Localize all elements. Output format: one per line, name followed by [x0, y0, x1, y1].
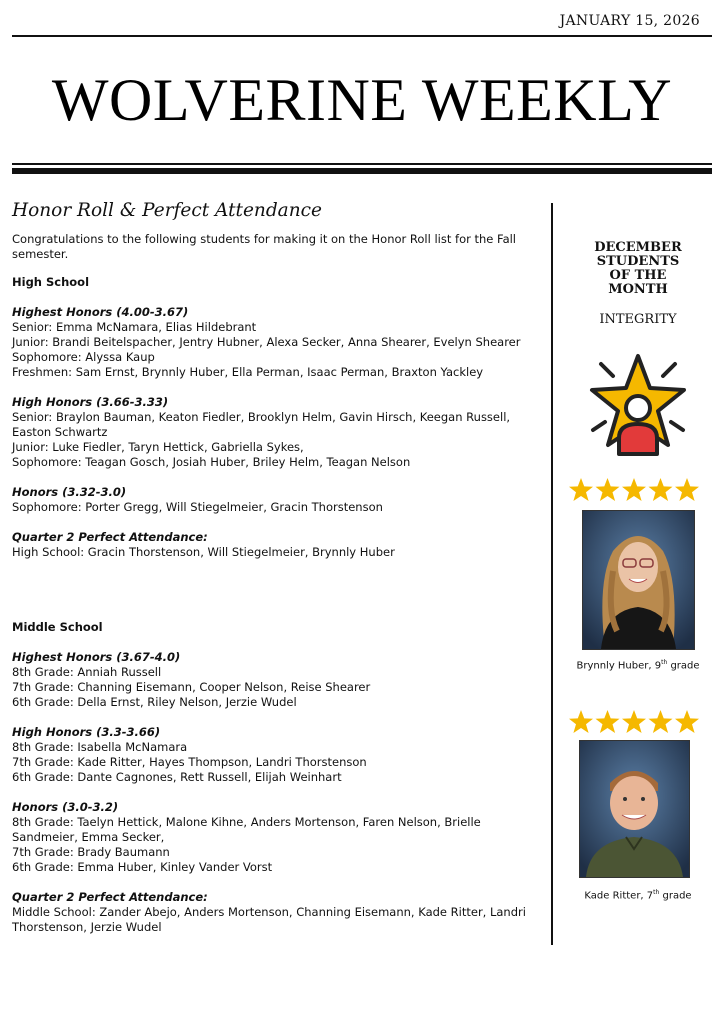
- hs-perfect-attendance: [12, 530, 542, 560]
- column-divider: [551, 203, 553, 945]
- ms-perfect-attendance: [12, 890, 542, 935]
- caption-rest: grade: [659, 890, 692, 902]
- trait-label: INTEGRITY: [599, 312, 677, 327]
- caption-rest: grade: [667, 660, 700, 672]
- title-line: DECEMBER: [594, 240, 682, 255]
- star-person-icon: [583, 350, 693, 460]
- list-item: Junior: Brandi Beitelspacher, Jentry Hubner, Alexa Secker, Anna Shearer, Evelyn Shearer: [12, 335, 521, 349]
- section-title: Honors (3.32-3.0): [12, 485, 127, 499]
- list-item: Sophomore: Alyssa Kaup: [12, 350, 155, 364]
- list-item: Freshmen: Sam Ernst, Brynnly Huber, Ella Perman, Isaac Perman, Braxton Yackley: [12, 365, 484, 379]
- caption-name: Brynnly Huber, 9: [576, 660, 662, 672]
- list-item: 7th Grade: Channing Eisemann, Cooper Nelson, Reise Shearer: [12, 680, 371, 694]
- section-title: Honors (3.0-3.2): [12, 800, 119, 814]
- ms-high-honors: [12, 725, 542, 785]
- list-item: Senior: Emma McNamara, Elias Hildebrant: [12, 320, 257, 334]
- list-item: 8th Grade: Taelyn Hettick, Malone Kihne, Anders Mortenson, Faren Nelson, Brielle Sandmeier, Emma Secker,: [12, 815, 481, 844]
- masthead: WOLVERINE WEEKLY: [51, 67, 673, 133]
- title-line: OF THE: [609, 268, 667, 283]
- hs-highest-honors: [12, 305, 542, 380]
- masthead-rule-thick: [12, 168, 712, 174]
- hs-high-honors: [12, 395, 542, 470]
- section-title: Quarter 2 Perfect Attendance:: [12, 890, 208, 904]
- list-item: Senior: Braylon Bauman, Keaton Fiedler, Brooklyn Helm, Gavin Hirsch, Keegan Russell, Easton Schwartz: [12, 410, 511, 439]
- list-item: 6th Grade: Emma Huber, Kinley Vander Vorst: [12, 860, 273, 874]
- ms-highest-honors: [12, 650, 542, 710]
- caption-name: Kade Ritter, 7: [584, 890, 654, 902]
- section-title: Highest Honors (3.67-4.0): [12, 650, 181, 664]
- top-rule: [12, 35, 712, 37]
- list-item: Sophomore: Teagan Gosch, Josiah Huber, Briley Helm, Teagan Nelson: [12, 455, 411, 469]
- rating-stars: [568, 709, 700, 735]
- article-intro: Congratulations to the following students for making it on the Honor Roll list for the Fall semester.: [12, 232, 517, 261]
- middle-school-label: Middle School: [12, 620, 103, 634]
- student-photo-kade: [579, 740, 690, 878]
- hs-honors: [12, 485, 542, 515]
- date-line: JANUARY 15, 2026: [559, 13, 700, 29]
- list-item: Sophomore: Porter Gregg, Will Stiegelmeier, Gracin Thorstenson: [12, 500, 383, 514]
- list-item: Middle School: Zander Abejo, Anders Mortenson, Channing Eisemann, Kade Ritter, Landri Thorstenson, Jerzie Wudel: [12, 905, 526, 934]
- section-title: Highest Honors (4.00-3.67): [12, 305, 189, 319]
- list-item: 6th Grade: Della Ernst, Riley Nelson, Jerzie Wudel: [12, 695, 297, 709]
- list-item: 7th Grade: Kade Ritter, Hayes Thompson, Landri Thorstenson: [12, 755, 367, 769]
- main-article: [12, 198, 542, 950]
- list-item: High School: Gracin Thorstenson, Will Stiegelmeier, Brynnly Huber: [12, 545, 395, 559]
- caption-suffix: th: [653, 889, 660, 896]
- list-item: 8th Grade: Isabella McNamara: [12, 740, 188, 754]
- masthead-rule-thin: [12, 163, 712, 165]
- high-school-label: High School: [12, 275, 90, 289]
- student-photo-brynnly: [582, 510, 695, 650]
- student-caption-2: [562, 887, 714, 902]
- title-line: STUDENTS: [596, 254, 680, 269]
- section-title: High Honors (3.3-3.66): [12, 725, 161, 739]
- list-item: Junior: Luke Fiedler, Taryn Hettick, Gabriella Sykes,: [12, 440, 304, 454]
- list-item: 6th Grade: Dante Cagnones, Rett Russell, Elijah Weinhart: [12, 770, 342, 784]
- section-title: High Honors (3.66-3.33): [12, 395, 169, 409]
- students-of-month-title: [562, 241, 714, 297]
- article-heading: Honor Roll & Perfect Attendance: [12, 200, 322, 221]
- ms-honors: [12, 800, 542, 875]
- caption-suffix: th: [661, 659, 668, 666]
- student-caption-1: [562, 657, 714, 672]
- list-item: 8th Grade: Anniah Russell: [12, 665, 162, 679]
- rating-stars: [568, 477, 700, 503]
- section-title: Quarter 2 Perfect Attendance:: [12, 530, 208, 544]
- title-line: MONTH: [608, 282, 668, 297]
- list-item: 7th Grade: Brady Baumann: [12, 845, 170, 859]
